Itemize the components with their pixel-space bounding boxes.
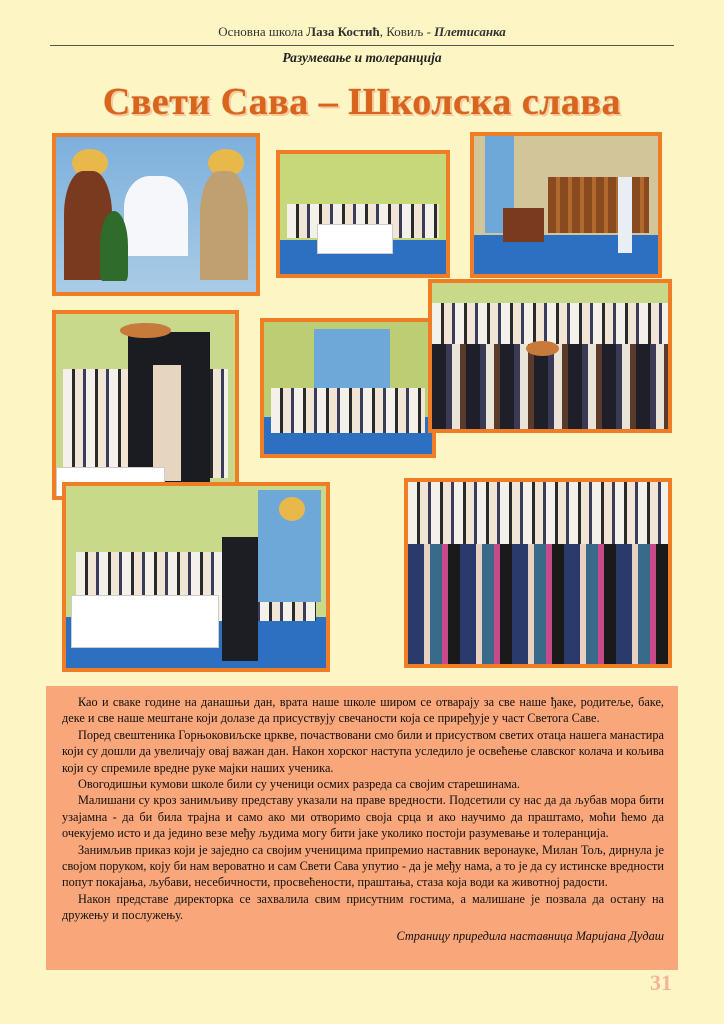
article-paragraph: Овогодишњи кумови школе били су ученици осмих разреда са својим старешинама. — [78, 777, 521, 792]
school-place: , Ковиљ - — [379, 24, 435, 39]
article-paragraph: Малишани су кроз занимљиву представу указали на праве вредности. Подсетили су нас да да љубав мора бити узајамна - да би била трајна и само ако ми отворимо своја срца и ако научимо да праштамо, моћи ћемо да очекујемо исто и да једино везе међу људима могу бити јаке уколико постоји разумевање и толеранција. — [62, 793, 664, 841]
photo-icons-backdrop — [52, 133, 260, 296]
article-paragraph: Занимљив приказ који је заједно са својим ученицима припремио наставник веронауке, Милан Тољ, дирнула је својом поруком, коју би нам вероватно и сам Свети Сава упутио - да је међу нама, а то је да су истинске вредности попут покајања, љубави, несебичности, просвећености, праштања, стаза која води ка животној радости. — [62, 842, 664, 890]
article-signature: Страницу приредила наставница Маријана Дудаш — [396, 928, 664, 943]
header-rule — [50, 45, 674, 46]
photo-ceremony-table — [62, 482, 330, 672]
article-paragraph: Након представе директорка се захвалила свим присутним гостима, а малишане је позвала да остану на дружењу и послужењу. — [62, 891, 664, 923]
photo-crowd — [404, 478, 672, 668]
article-paragraph: Као и сваке године на данашњи дан, врата наше школе широм се отварају за све наше ђаке, родитеље, баке, деке и све наше мештане који долазе да присуствују свечаности која се приређује у част Светога Саве. — [62, 695, 664, 726]
photo-recitation — [470, 132, 662, 278]
magazine-name: Плетисанка — [434, 24, 506, 39]
photo-students-stage — [260, 318, 436, 458]
school-name: Лаза Костић — [306, 24, 380, 39]
page-title: Свети Сава – Школска слава — [102, 81, 622, 123]
article-text — [46, 686, 678, 970]
running-header — [50, 24, 674, 40]
photo-choir — [276, 150, 450, 278]
page-number: 31 — [650, 970, 672, 995]
photo-priest-cake — [52, 310, 239, 500]
photo-blessing — [428, 279, 672, 433]
section-title: Разумевање и толеранција — [282, 50, 442, 65]
school-prefix: Основна школа — [218, 24, 304, 39]
article-paragraph: Поред свештеника Горњоковиљске цркве, почаствовани смо били и присуством светих отаца нашега манастира који су дошли да увеличају овај важан дан. Након хорског наступа уследило је освећење славског колача и кољива који су спремиле вредне руке мајки наших ученика. — [62, 727, 664, 775]
